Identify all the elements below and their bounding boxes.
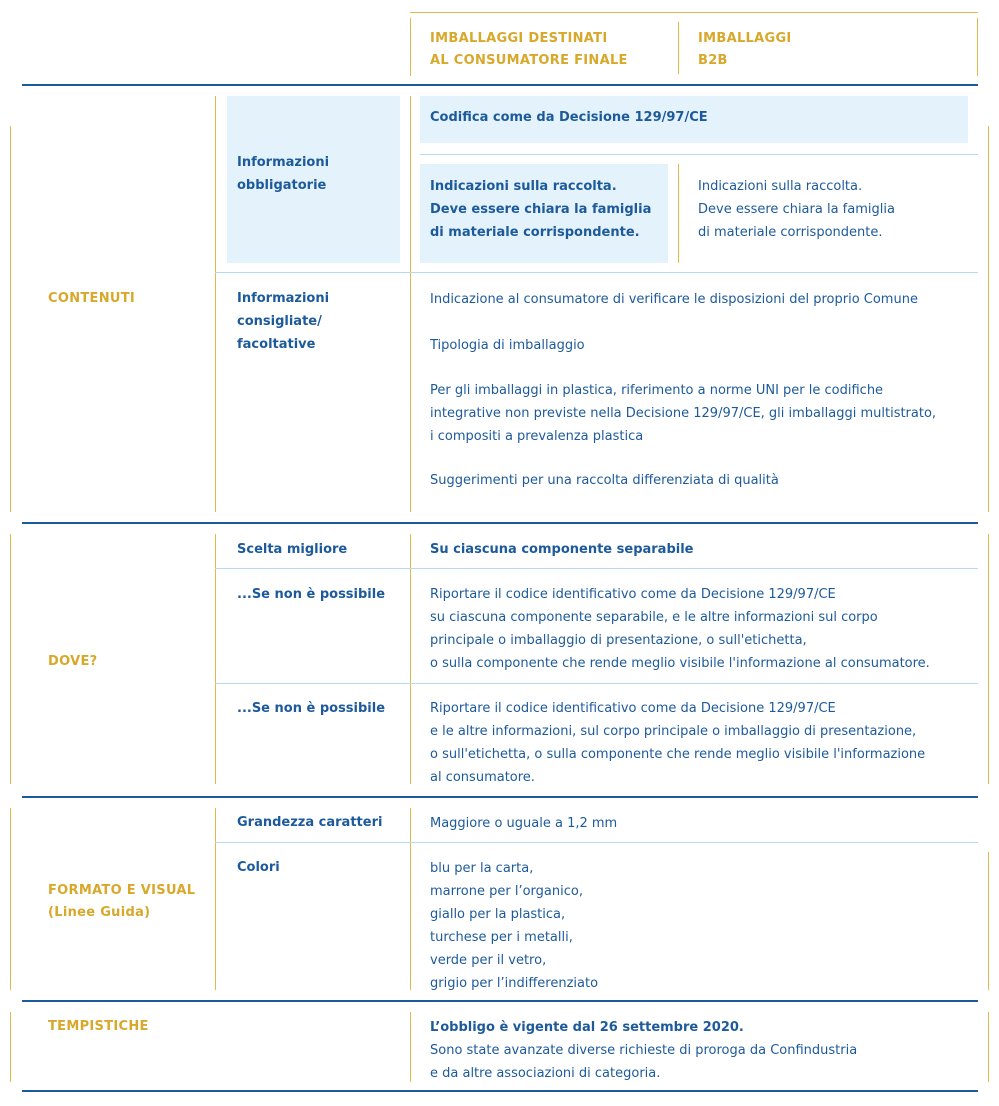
colori-line1: blu per la carta, <box>430 861 534 876</box>
tempistiche-line1: Sono state avanzate diverse richieste di proroga da Confindustria <box>430 1043 858 1058</box>
consigliate-label <box>237 287 329 356</box>
contenuti-left-rule <box>10 126 11 512</box>
colori-text <box>430 857 598 995</box>
tempistiche-line2: e da altre associazioni di categoria. <box>430 1066 661 1081</box>
header-consumatore-line1: IMBALLAGGI DESTINATI <box>430 31 608 46</box>
colori-label: Colori <box>237 860 280 875</box>
section-title-contenuti: CONTENUTI <box>48 291 136 306</box>
consigliate-item-3-line2: integrative non previste nella Decisione 129/97/CE, gli imballaggi multistrato, <box>430 406 937 421</box>
formato-left-rule <box>10 808 11 990</box>
divider-contenuti <box>22 522 978 524</box>
dove-right-rule <box>988 534 989 784</box>
colori-line3: giallo per la plastica, <box>430 907 566 922</box>
sep-scelta <box>215 568 978 569</box>
alt2-line3: o sull'etichetta, o sulla componente che rende meglio visibile l'informazione <box>430 747 926 762</box>
raccolta-consumatore-text <box>430 175 651 244</box>
alt2-text <box>430 697 925 789</box>
dove-left-rule <box>10 534 11 784</box>
raccolta-b2b-line3: di materiale corrispondente. <box>698 225 883 240</box>
section-title-formato <box>48 880 195 924</box>
consigliate-item-3-line3: i compositi a prevalenza plastica <box>430 429 644 444</box>
formato-right-rule <box>988 852 989 990</box>
raccolta-b2b-rule <box>678 164 679 263</box>
formato-mid1-rule <box>215 808 216 990</box>
alt2-line4: al consumatore. <box>430 770 535 785</box>
consigliate-item-3-line1: Per gli imballaggi in plastica, riferimento a norme UNI per le codifiche <box>430 383 884 398</box>
sep-obbligatorie <box>215 272 978 273</box>
consigliate-item-4-line1: Suggerimenti per una raccolta differenziata di qualità <box>430 473 779 488</box>
header-consumatore-line2: AL CONSUMATORE FINALE <box>430 53 628 68</box>
formato-mid2-rule <box>410 808 411 990</box>
colori-line6: grigio per l’indifferenziato <box>430 976 599 991</box>
scelta-text: Su ciascuna componente separabile <box>430 542 694 557</box>
consigliate-item-1 <box>430 288 918 311</box>
obbligatorie-label-line2: obbligatorie <box>237 178 327 193</box>
divider-header <box>22 84 978 86</box>
consigliate-item-1-line1: Indicazione al consumatore di verificare le disposizioni del proprio Comune <box>430 292 918 307</box>
sep-grandezza <box>215 842 978 843</box>
contenuti-right-rule <box>988 126 989 512</box>
scelta-label: Scelta migliore <box>237 542 348 557</box>
section-title-tempistiche: TEMPISTICHE <box>48 1019 149 1034</box>
consigliate-item-4 <box>430 469 779 492</box>
alt1-text <box>430 583 930 675</box>
raccolta-consumatore-line1: Indicazioni sulla raccolta. <box>430 179 617 194</box>
header-b2b <box>698 28 792 72</box>
raccolta-b2b-line2: Deve essere chiara la famiglia <box>698 202 895 217</box>
section-title-dove: DOVE? <box>48 654 98 669</box>
grandezza-label: Grandezza caratteri <box>237 815 383 830</box>
raccolta-b2b-text <box>698 175 895 244</box>
alt1-line1: Riportare il codice identificativo come da Decisione 129/97/CE <box>430 587 836 602</box>
header-mid-rule <box>678 22 679 74</box>
formato-title-line2: (Linee Guida) <box>48 905 151 920</box>
header-b2b-line1: IMBALLAGGI <box>698 31 792 46</box>
consigliate-label-line1: Informazioni <box>237 291 330 306</box>
formato-title-line1: FORMATO E VISUAL <box>48 883 196 898</box>
tempistiche-bold-line: L’obbligo è vigente dal 26 settembre 2020. <box>430 1020 744 1035</box>
colori-line5: verde per il vetro, <box>430 953 547 968</box>
alt1-line2: su ciascuna componente separabile, e le altre informazioni sul corpo <box>430 610 878 625</box>
raccolta-consumatore-line3: di materiale corrispondente. <box>430 225 640 240</box>
divider-bottom <box>22 1090 978 1092</box>
header-left-rule <box>410 18 411 76</box>
raccolta-b2b-line1: Indicazioni sulla raccolta. <box>698 179 863 194</box>
header-b2b-line2: B2B <box>698 53 728 68</box>
consigliate-item-2-line1: Tipologia di imballaggio <box>430 338 585 353</box>
tempistiche-right-rule <box>988 1012 989 1082</box>
consigliate-label-line3: facoltative <box>237 337 316 352</box>
alt2-label: ...Se non è possibile <box>237 701 386 716</box>
header-right-rule <box>977 18 978 76</box>
contenuti-mid2-rule <box>410 96 411 512</box>
tempistiche-text <box>430 1016 857 1085</box>
consigliate-item-3 <box>430 379 936 448</box>
divider-formato <box>22 1000 978 1002</box>
alt1-label: ...Se non è possibile <box>237 587 386 602</box>
raccolta-consumatore-line2: Deve essere chiara la famiglia <box>430 202 652 217</box>
header-top-rule <box>410 12 978 13</box>
tempistiche-left-rule <box>10 1012 11 1082</box>
obbligatorie-label-line1: Informazioni <box>237 155 330 170</box>
colori-line2: marrone per l’organico, <box>430 884 583 899</box>
header-consumatore <box>430 28 628 72</box>
dove-mid1-rule <box>215 534 216 784</box>
alt1-line4: o sulla componente che rende meglio visibile l'informazione al consumatore. <box>430 656 930 671</box>
alt2-line1: Riportare il codice identificativo come da Decisione 129/97/CE <box>430 701 836 716</box>
sep-alt1 <box>215 683 978 684</box>
colori-line4: turchese per i metalli, <box>430 930 573 945</box>
tempistiche-mid2-rule <box>410 1012 411 1082</box>
contenuti-mid1-rule <box>215 96 216 512</box>
divider-dove <box>22 796 978 798</box>
dove-mid2-rule <box>410 534 411 784</box>
consigliate-label-line2: consigliate/ <box>237 314 322 329</box>
codifica-text: Codifica come da Decisione 129/97/CE <box>430 110 708 125</box>
alt1-line3: principale o imballaggio di presentazione, o sull'etichetta, <box>430 633 807 648</box>
alt2-line2: e le altre informazioni, sul corpo principale o imballaggio di presentazione, <box>430 724 917 739</box>
obbligatorie-label <box>237 151 329 197</box>
sep-codifica <box>420 154 978 155</box>
grandezza-text: Maggiore o uguale a 1,2 mm <box>430 816 618 831</box>
consigliate-item-2 <box>430 334 585 357</box>
